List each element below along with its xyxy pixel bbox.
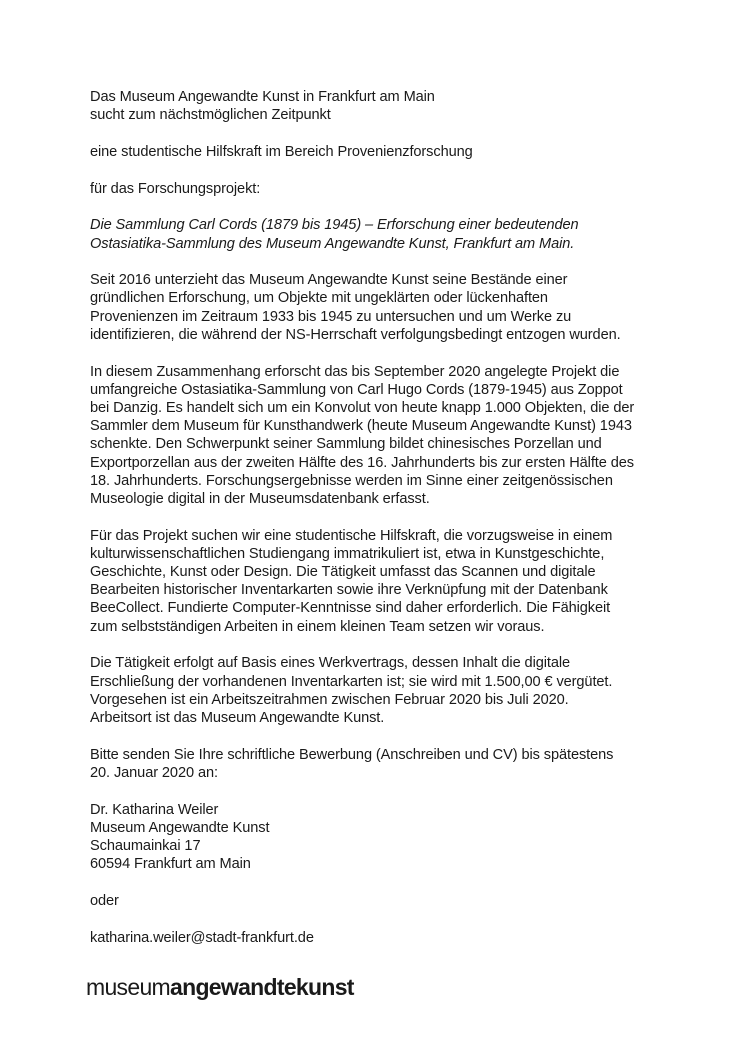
- logo-part-angewandte: angewandte: [170, 974, 296, 1000]
- paragraph-line: BeeCollect. Fundierte Computer-Kenntnisse sind daher erforderlich. Die Fähigkeit: [90, 600, 611, 617]
- paragraph-line: Bearbeiten historischer Inventarkarten sowie ihre Verknüpfung mit der Datenbank: [90, 582, 608, 599]
- paragraph-line: Seit 2016 unterzieht das Museum Angewandte Kunst seine Bestände einer: [90, 272, 568, 289]
- logo-part-museum: museum: [86, 974, 170, 1000]
- address-line: Museum Angewandte Kunst: [90, 819, 270, 836]
- paragraph-line: schenkte. Den Schwerpunkt seiner Sammlung bildet chinesisches Porzellan und: [90, 436, 602, 453]
- job-posting-document: [90, 88, 710, 947]
- paragraph-line: Provenienzen im Zeitraum 1933 bis 1945 zu untersuchen und um Werke zu: [90, 308, 572, 325]
- project-intro: für das Forschungsprojekt:: [90, 180, 261, 197]
- paragraph-line: 20. Januar 2020 an:: [90, 764, 218, 781]
- museum-logo: [86, 974, 354, 1001]
- paragraph-line: Vorgesehen ist ein Arbeitszeitrahmen zwischen Februar 2020 bis Juli 2020.: [90, 691, 569, 708]
- paragraph-application: [90, 746, 710, 782]
- paragraph-line: umfangreiche Ostasiatika-Sammlung von Carl Hugo Cords (1879-1945) aus Zoppot: [90, 381, 623, 398]
- paragraph-line: In diesem Zusammenhang erforscht das bis September 2020 angelegte Projekt die: [90, 363, 620, 380]
- paragraph-background: [90, 271, 710, 344]
- paragraph-requirements: [90, 527, 710, 636]
- paragraph-line: identifizieren, die während der NS-Herrschaft verfolgungsbedingt entzogen wurden.: [90, 326, 621, 343]
- paragraph-line: bei Danzig. Es handelt sich um ein Konvolut von heute knapp 1.000 Objekten, die der: [90, 399, 635, 416]
- paragraph-line: 18. Jahrhunderts. Forschungsergebnisse werden im Sinne einer zeitgenössischen: [90, 472, 613, 489]
- paragraph-line: Die Tätigkeit erfolgt auf Basis eines Werkvertrags, dessen Inhalt die digitale: [90, 655, 570, 672]
- paragraph-project: [90, 363, 710, 509]
- intro-line: Das Museum Angewandte Kunst in Frankfurt am Main: [90, 89, 435, 105]
- paragraph-line: Für das Projekt suchen wir eine studentische Hilfskraft, die vorzugsweise in einem: [90, 527, 613, 544]
- paragraph-line: gründlichen Erforschung, um Objekte mit ungeklärten oder lückenhaften: [90, 290, 548, 307]
- project-title-line: Ostasiatika-Sammlung des Museum Angewandte Kunst, Frankfurt am Main.: [90, 235, 575, 252]
- paragraph-line: Exportporzellan aus der zweiten Hälfte des 16. Jahrhunderts bis zur ersten Hälfte des: [90, 454, 634, 471]
- email-block: [90, 929, 710, 947]
- project-intro-block: [90, 180, 710, 198]
- or-label: oder: [90, 892, 119, 909]
- project-title-line: Die Sammlung Carl Cords (1879 bis 1945) – Erforschung einer bedeutenden: [90, 217, 579, 234]
- paragraph-line: kulturwissenschaftlichen Studiengang immatrikuliert ist, etwa in Kunstgeschichte,: [90, 545, 605, 562]
- address-line: Schaumainkai 17: [90, 838, 201, 854]
- or-block: [90, 892, 710, 910]
- paragraph-line: Bitte senden Sie Ihre schriftliche Bewerbung (Anschreiben und CV) bis spätestens: [90, 746, 614, 763]
- address-line: 60594 Frankfurt am Main: [90, 856, 251, 873]
- project-title-block: [90, 216, 710, 252]
- paragraph-line: Arbeitsort ist das Museum Angewandte Kunst.: [90, 709, 385, 726]
- position-title: eine studentische Hilfskraft im Bereich Provenienzforschung: [90, 143, 473, 160]
- contact-email[interactable]: katharina.weiler@stadt-frankfurt.de: [90, 929, 314, 946]
- contact-address: [90, 801, 710, 874]
- intro-block: [90, 88, 710, 124]
- paragraph-line: Sammler dem Museum für Kunsthandwerk (heute Museum Angewandte Kunst) 1943: [90, 418, 632, 435]
- address-line: Dr. Katharina Weiler: [90, 801, 219, 818]
- paragraph-line: Geschichte, Kunst oder Design. Die Tätigkeit umfasst das Scannen und digitale: [90, 564, 596, 581]
- paragraph-contract: [90, 654, 710, 727]
- logo-part-kunst: kunst: [295, 974, 354, 1000]
- intro-line: sucht zum nächstmöglichen Zeitpunkt: [90, 107, 331, 124]
- paragraph-line: zum selbstständigen Arbeiten in einem kleinen Team setzen wir voraus.: [90, 618, 545, 635]
- paragraph-line: Erschließung der vorhandenen Inventarkarten ist; sie wird mit 1.500,00 € vergütet.: [90, 673, 613, 690]
- position-title-block: [90, 143, 710, 161]
- paragraph-line: Museologie digital in der Museumsdatenbank erfasst.: [90, 490, 430, 507]
